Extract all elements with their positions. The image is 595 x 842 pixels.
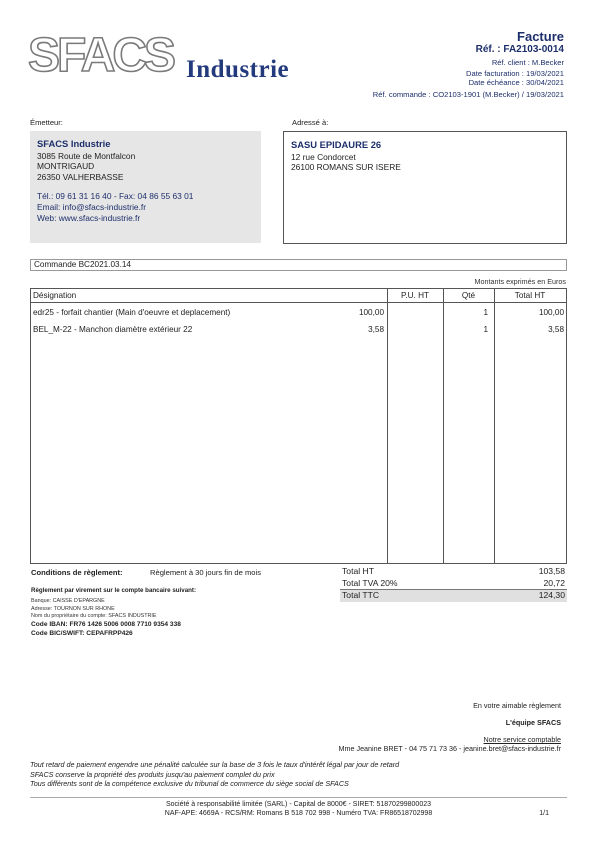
recipient-address-line: 12 rue Condorcet xyxy=(291,151,356,162)
total-ht-label: Total HT xyxy=(342,566,374,576)
currency-note: Montants exprimés en Euros xyxy=(474,277,566,286)
table-cell-designation: edr25 - forfait chantier (Main d'oeuvre et deplacement) xyxy=(33,308,231,317)
emitter-email: Email: info@sfacs-industrie.fr xyxy=(37,201,147,212)
total-tva-value: 20,72 xyxy=(543,577,565,588)
emitter-name: SFACS Industrie xyxy=(37,138,111,149)
team-signature: L'équipe SFACS xyxy=(505,718,561,727)
recipient-name: SASU EPIDAURE 26 xyxy=(291,139,382,150)
column-header-designation: Désignation xyxy=(33,291,77,300)
legal-note: Tous différents sont de la compétence exclusive du tribunal de commerce du siège social de SFACS xyxy=(30,779,349,788)
payment-conditions-label: Conditions de règlement: xyxy=(31,568,123,577)
total-ht-value: 103,58 xyxy=(538,566,565,576)
items-table xyxy=(30,288,567,564)
client-reference: Réf. client : M.Becker xyxy=(491,58,564,67)
recipient-address-line: 26100 ROMANS SUR ISERE xyxy=(291,162,401,173)
column-header-unit-price: P.U. HT xyxy=(400,291,430,300)
legal-note: SFACS conserve la propriété des produits jusqu'au paiement complet du prix xyxy=(30,770,275,779)
footer-registration-info: NAF-APE: 4669A - RCS/RM: Romans B 518 702 998 - Numéro TVA: FR86518702998 xyxy=(164,810,433,817)
closing-greeting: En votre aimable règlement xyxy=(473,701,561,710)
accounting-service: Notre service comptable xyxy=(483,735,561,744)
accounting-contact: Mme Jeanine BRET - 04 75 71 73 36 - jeanine.bret@sfacs-industrie.fr xyxy=(338,744,561,753)
table-cell-total: 3,58 xyxy=(548,325,564,334)
recipient-box xyxy=(283,131,567,244)
footer-divider xyxy=(30,797,567,798)
totals-block xyxy=(340,566,567,602)
table-cell-unit-price: 100,00 xyxy=(358,308,384,317)
bank-name: Banque: CAISSE D'EPARGNE xyxy=(31,598,105,604)
emitter-label: Émetteur: xyxy=(30,118,63,127)
emitter-address-line: MONTRIGAUD xyxy=(37,161,95,172)
invoice-reference: Réf. : FA2103-0014 xyxy=(475,44,564,55)
emitter-address-line: 26350 VALHERBASSE xyxy=(37,171,124,182)
table-cell-unit-price: 3,58 xyxy=(368,325,384,334)
total-tva-row xyxy=(340,578,567,591)
order-reference: Réf. commande : CO2103-1901 (M.Becker) / 19/03/2021 xyxy=(372,90,564,99)
total-ht-row xyxy=(340,566,567,578)
order-box xyxy=(30,259,567,271)
legal-note: Tout retard de paiement engendre une pénalité calculée sur la base de 3 fois le taux d'intérêt légal par jour de retard xyxy=(30,760,400,769)
column-header-total: Total HT xyxy=(514,291,546,300)
table-cell-total: 100,00 xyxy=(538,308,564,317)
bank-address: Adresse: TOURNON SUR RHONE xyxy=(31,606,115,612)
total-tva-label: Total TVA 20% xyxy=(342,577,398,588)
page-number: 1/1 xyxy=(539,810,549,817)
emitter-address-line: 3085 Route de Montfalcon xyxy=(37,150,136,161)
iban: Code IBAN: FR76 1426 5006 0008 7710 9354 338 xyxy=(31,621,181,628)
emitter-box xyxy=(30,131,261,243)
recipient-label: Adressé à: xyxy=(292,118,329,127)
order-number: Commande BC2021.03.14 xyxy=(34,260,131,269)
emitter-phone: Tél.: 09 61 31 16 40 - Fax: 04 86 55 63 01 xyxy=(37,191,194,202)
total-ttc-value: 124,30 xyxy=(538,590,565,601)
account-holder: Nom du propriétaire du compte: SFACS INDUSTRIE xyxy=(31,613,157,619)
table-cell-quantity: 1 xyxy=(483,325,488,334)
total-ttc-label: Total TTC xyxy=(342,590,380,601)
payment-conditions-value: Règlement à 30 jours fin de mois xyxy=(150,568,262,577)
invoice-date: Date facturation : 19/03/2021 xyxy=(466,69,564,78)
total-ttc-row xyxy=(340,590,567,602)
emitter-web: Web: www.sfacs-industrie.fr xyxy=(37,212,141,223)
company-logo-word: Industrie xyxy=(186,56,290,83)
column-header-quantity: Qté xyxy=(461,291,476,300)
document-title: Facture xyxy=(517,29,564,44)
transfer-title: Règlement par virement sur le compte bancaire suivant: xyxy=(31,587,197,594)
table-cell-designation: BEL_M-22 - Manchon diamètre extérieur 22 xyxy=(33,325,193,334)
due-date: Date échéance : 30/04/2021 xyxy=(468,78,564,87)
footer-company-info: Société à responsabilité limitée (SARL) - Capital de 8000€ - SIRET: 51870299800023 xyxy=(166,801,431,808)
bic: Code BIC/SWIFT: CEPAFRPP426 xyxy=(31,630,133,637)
table-cell-quantity: 1 xyxy=(483,308,488,317)
company-logo-mark: SFACS xyxy=(28,29,174,82)
